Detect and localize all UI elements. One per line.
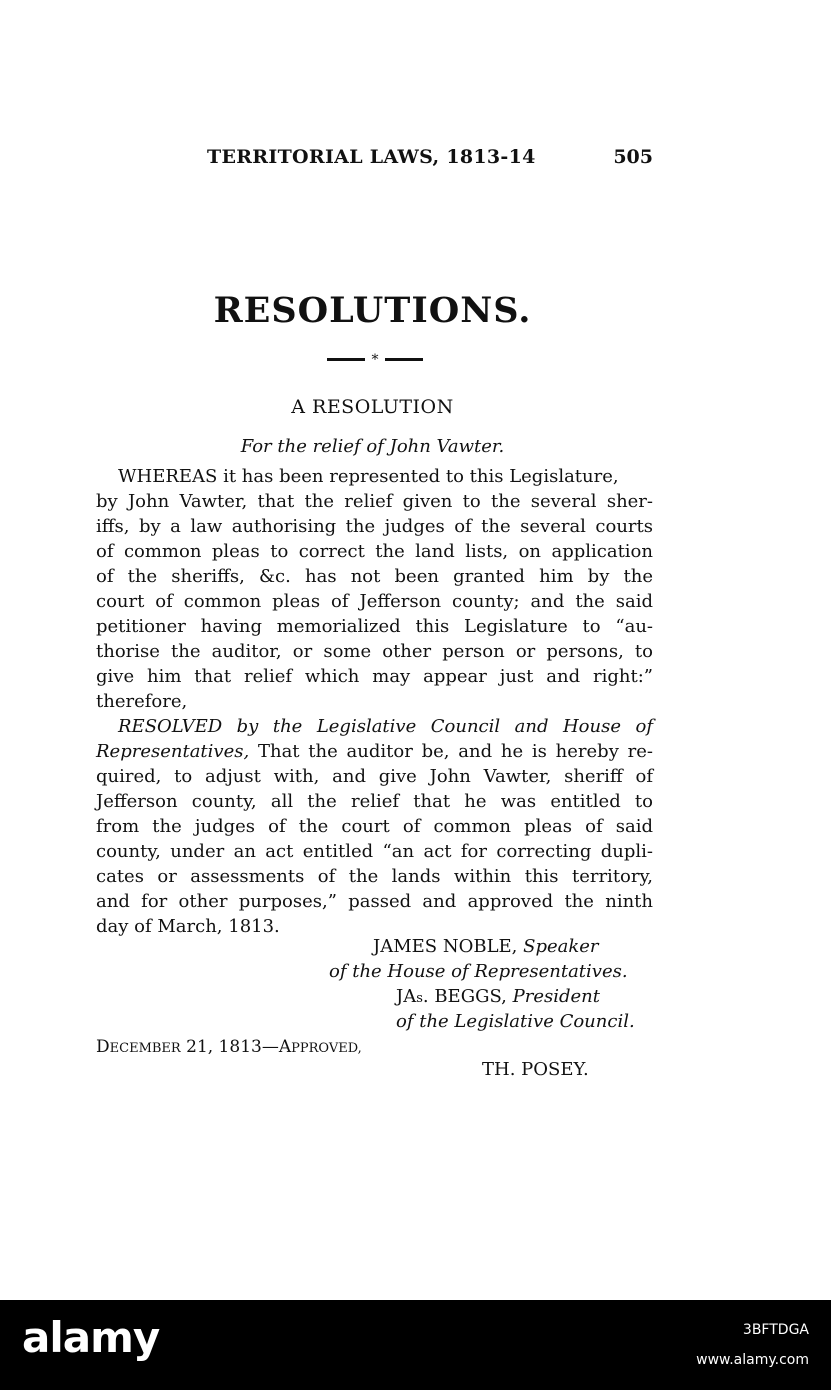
body-line: of common pleas to correct the land lists, on application xyxy=(96,541,653,562)
ornament-rule xyxy=(327,352,423,366)
president-title: President xyxy=(506,986,600,1007)
body-line: RESOLVED by the Legislative Council and House of xyxy=(118,716,653,737)
body-line: from the judges of the court of common pleas of said xyxy=(96,816,653,837)
president-signature xyxy=(396,986,600,1007)
speaker-title: Speaker xyxy=(517,936,599,957)
page-number: 505 xyxy=(613,146,653,168)
resolution-subtitle: For the relief of John Vawter. xyxy=(240,436,505,457)
representatives-italic: Representatives, xyxy=(96,741,250,762)
body-line: therefore, xyxy=(96,691,188,712)
section-heading: RESOLUTIONS. xyxy=(213,290,532,331)
president-name-a: JA xyxy=(396,986,417,1007)
president-body: of the Legislative Council. xyxy=(396,1011,635,1032)
body-line-rest: That the auditor be, and he is hereby re- xyxy=(249,741,653,762)
date-month-rest: ECEMBER xyxy=(109,1041,181,1056)
speaker-body: of the House of Representatives. xyxy=(329,961,628,982)
body-line: court of common pleas of Jefferson county; and the said xyxy=(96,591,653,612)
body-line xyxy=(96,739,653,765)
approved-rest: PPROVED, xyxy=(291,1041,362,1056)
speaker-name: JAMES NOBLE, xyxy=(373,936,518,957)
body-line: county, under an act entitled “an act for correcting dupli- xyxy=(96,841,653,862)
president-name-b: s xyxy=(416,991,423,1006)
approved-initial: A xyxy=(278,1037,292,1057)
body-line: by John Vawter, that the relief given to the several sher- xyxy=(96,491,653,512)
body-line: iffs, by a law authorising the judges of the several courts xyxy=(96,516,653,537)
body-line: cates or assessments of the lands within this territory, xyxy=(96,866,653,887)
resolution-subhead: A RESOLUTION xyxy=(291,396,454,418)
body-line: and for other purposes,” passed and approved the ninth xyxy=(96,891,653,912)
body-line: of the sheriffs, &c. has not been granted him by the xyxy=(96,566,653,587)
ornament-star: * xyxy=(371,352,379,366)
body-line: give him that relief which may appear just and right:” xyxy=(96,666,653,687)
image-id: 3BFTDGA xyxy=(742,1322,809,1338)
body-line: quired, to adjust with, and give John Vawter, sheriff of xyxy=(96,766,653,787)
president-name-c: . BEGGS, xyxy=(422,986,507,1007)
running-head xyxy=(207,146,653,176)
date-day-year: 21, 1813— xyxy=(180,1037,279,1057)
body-line: petitioner having memorialized this Legislature to “au- xyxy=(96,616,653,637)
approval-date xyxy=(96,1037,362,1057)
body-line: day of March, 1813. xyxy=(96,916,280,937)
watermark-url: www.alamy.com xyxy=(696,1352,809,1368)
speaker-signature xyxy=(373,936,599,957)
body-line: Jefferson county, all the relief that he was entitled to xyxy=(96,791,653,812)
date-month-initial: D xyxy=(96,1037,110,1057)
governor-signature: TH. POSEY. xyxy=(482,1059,589,1080)
body-line: WHEREAS it has been represented to this Legislature, xyxy=(118,466,619,487)
running-title: TERRITORIAL LAWS, 1813-14 xyxy=(207,146,536,168)
alamy-logo: alamy xyxy=(22,1313,160,1362)
body-line: thorise the auditor, or some other person or persons, to xyxy=(96,641,653,662)
